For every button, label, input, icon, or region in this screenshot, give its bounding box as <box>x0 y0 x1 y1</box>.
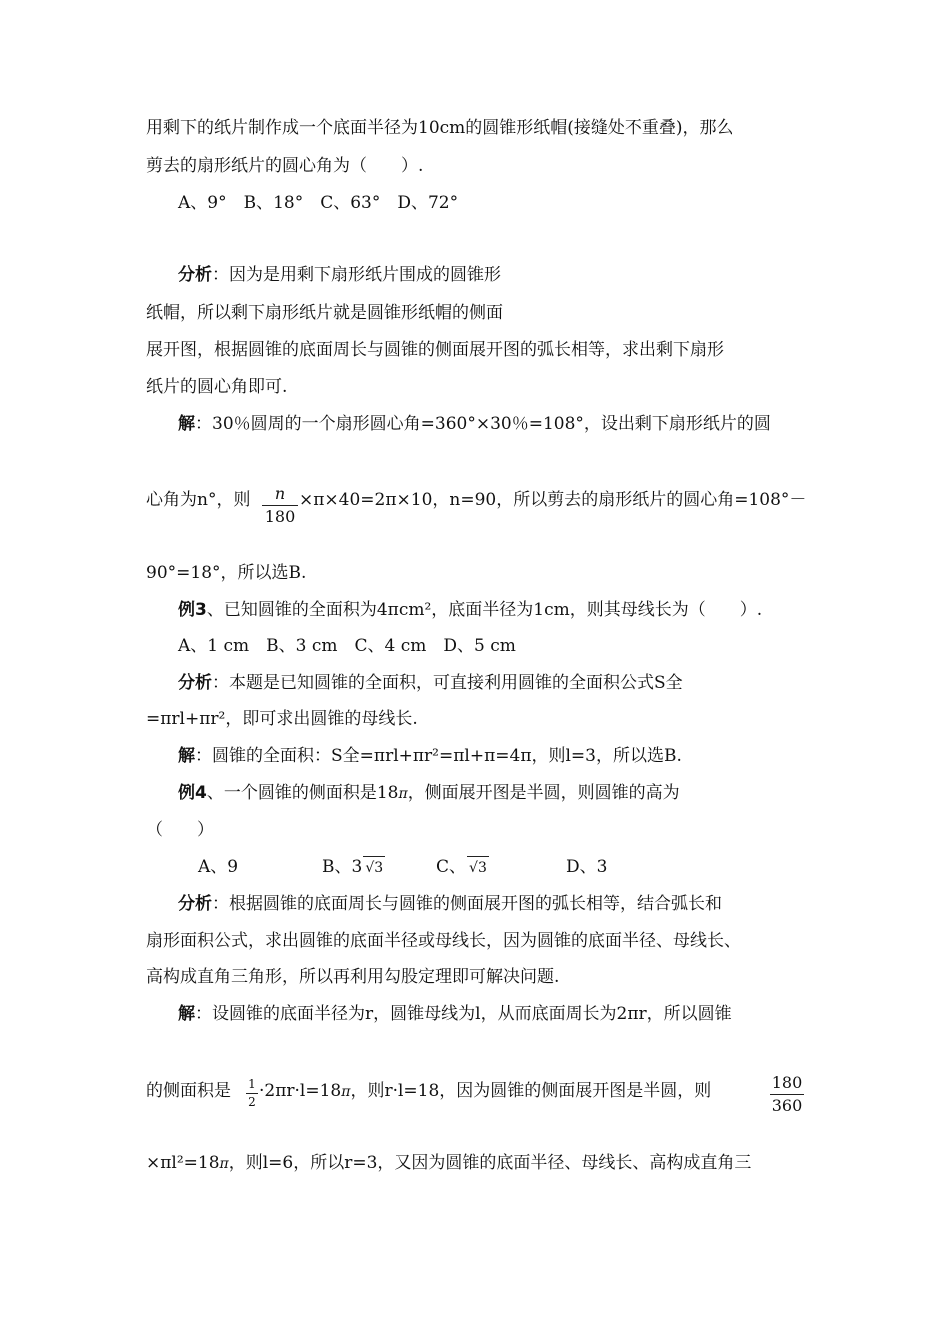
denominator: 180 <box>264 507 296 526</box>
text-span: ，则l=6，所以r=3，又因为圆锥的底面半径、母线长、高构成直角三 <box>228 1153 752 1173</box>
analysis-line <box>178 672 683 694</box>
option-d: D、3 <box>566 857 608 877</box>
radicand: 3 <box>477 860 487 876</box>
pi-symbol: π <box>341 1084 351 1100</box>
text-span: ：因为是用剩下扇形纸片围成的圆锥形 <box>212 265 501 285</box>
sqrt-symbol: √3 <box>467 856 489 879</box>
text-line: ×π×40=2π×10，n=90，所以剪去的扇形纸片的圆心角=108°－ <box>299 490 807 510</box>
text-line <box>146 1152 751 1175</box>
numerator: n <box>274 484 286 503</box>
text-span: ，侧面展开图是半圆，则圆锥的高为 <box>407 783 680 803</box>
solution-label: 解 <box>178 1004 195 1024</box>
text-span: B、3 <box>322 857 363 877</box>
fraction-n-over-180 <box>262 485 298 526</box>
options-line: A、9° B、18° C、63° D、72° <box>178 193 459 213</box>
pi-symbol: π <box>219 1156 229 1172</box>
example-line <box>178 782 680 805</box>
text-line: 纸帽，所以剩下扇形纸片就是圆锥形纸帽的侧面 <box>146 303 503 323</box>
option-c <box>436 856 489 879</box>
numerator: 1 <box>248 1077 256 1091</box>
text-line: 用剩下的纸片制作成一个底面半径为10cm的圆锥形纸帽(接缝处不重叠)，那么 <box>146 118 734 138</box>
text-line: 90°=18°，所以选B. <box>146 563 307 583</box>
fraction-bar <box>262 505 298 506</box>
option-b <box>322 856 385 879</box>
text-line: 扇形面积公式，求出圆锥的底面半径或母线长，因为圆锥的底面半径、母线长、 <box>146 931 741 951</box>
text-span: 、一个圆锥的侧面积是18 <box>206 783 399 803</box>
text-span: ：设圆锥的底面半径为r，圆锥母线为l，从而底面周长为2πr，所以圆锥 <box>195 1004 732 1024</box>
example-label: 例4 <box>178 783 207 803</box>
text-span: ：30％圆周的一个扇形圆心角=360°×30％=108°，设出剩下扇形纸片的圆 <box>195 414 771 434</box>
fraction-180-over-360 <box>770 1074 804 1115</box>
analysis-line <box>178 893 722 915</box>
text-span: ×πl²=18 <box>146 1153 220 1173</box>
text-line: =πrl+πr²，即可求出圆锥的母线长. <box>146 709 418 729</box>
text-span: ：本题是已知圆锥的全面积，可直接利用圆锥的全面积公式S全 <box>212 673 683 693</box>
example-label: 例3 <box>178 600 207 620</box>
sqrt-symbol: √3 <box>363 856 385 879</box>
solution-line <box>178 1003 732 1025</box>
text-span: ：圆锥的全面积：S全=πrl+πr²=πl+π=4π，则l=3，所以选B. <box>195 746 682 766</box>
solution-line <box>178 413 771 435</box>
option-a: A、9 <box>198 857 239 877</box>
solution-label: 解 <box>178 414 195 434</box>
numerator: 180 <box>771 1073 803 1092</box>
text-span: ，则r·l=18，因为圆锥的侧面展开图是半圆，则 <box>350 1081 712 1101</box>
text-line: 高构成直角三角形，所以再利用勾股定理即可解决问题. <box>146 967 560 987</box>
text-span: 、已知圆锥的全面积为4πcm²，底面半径为1cm，则其母线长为（ ）. <box>206 600 763 620</box>
text-span: ·2πr·l=18 <box>259 1081 342 1101</box>
text-line: 的侧面积是 <box>146 1081 231 1101</box>
text-line: （ ） <box>146 820 214 840</box>
fraction-bar <box>770 1094 804 1095</box>
text-line: 心角为n°，则 <box>146 490 251 510</box>
fraction-one-half <box>246 1078 258 1109</box>
solution-line <box>178 745 682 767</box>
denominator: 360 <box>771 1096 803 1115</box>
analysis-line <box>178 264 501 286</box>
text-span: C、 <box>436 857 467 877</box>
radicand: 3 <box>374 860 384 876</box>
solution-label: 解 <box>178 746 195 766</box>
pi-symbol: π <box>398 786 408 802</box>
analysis-label: 分析 <box>178 673 212 693</box>
text-line: 纸片的圆心角即可. <box>146 377 288 397</box>
text-span: ：根据圆锥的底面周长与圆锥的侧面展开图的弧长相等，结合弧长和 <box>212 894 722 914</box>
options-line: A、1 cm B、3 cm C、4 cm D、5 cm <box>178 636 516 656</box>
fraction-bar <box>246 1093 258 1094</box>
text-line: 展开图，根据圆锥的底面周长与圆锥的侧面展开图的弧长相等，求出剩下扇形 <box>146 340 724 360</box>
text-line <box>259 1080 711 1103</box>
analysis-label: 分析 <box>178 894 212 914</box>
analysis-label: 分析 <box>178 265 212 285</box>
denominator: 2 <box>248 1095 256 1109</box>
text-line: 剪去的扇形纸片的圆心角为（ ）. <box>146 156 424 176</box>
example-line <box>178 599 762 621</box>
